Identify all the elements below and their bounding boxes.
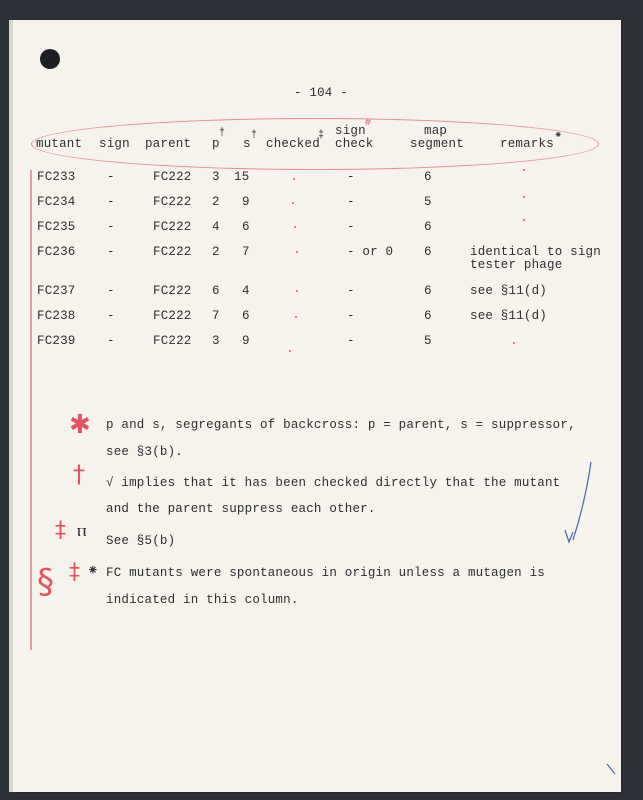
header-remarks: remarks [500, 137, 554, 151]
cell-parent: FC222 [153, 334, 192, 348]
cell-sign-check: - [347, 334, 355, 348]
cell-sign-check: - [347, 170, 355, 184]
cell-remarks: identical to sign [470, 245, 601, 259]
cell-remarks-line2: tester phage [470, 258, 563, 272]
header-sign: sign [99, 137, 130, 151]
cell-s: 9 [242, 334, 250, 348]
footnote-2-line-2: and the parent suppress each other. [106, 502, 376, 516]
header-remarks-asterisk: ⁕ [554, 131, 563, 142]
cell-parent: FC222 [153, 195, 192, 209]
cell-map-segment: 6 [424, 309, 432, 323]
cell-s: 9 [242, 195, 250, 209]
header-p-dagger: † [219, 128, 226, 139]
cell-parent: FC222 [153, 170, 192, 184]
footnote-1-line-2: see §3(b). [106, 445, 184, 459]
cell-map-segment: 5 [424, 195, 432, 209]
cell-mutant: FC238 [37, 309, 76, 323]
red-check-mark [523, 219, 525, 221]
page-number: - 104 - [294, 86, 348, 100]
cell-remarks: see §11(d) [470, 309, 548, 323]
header-sign-check-2: check [335, 137, 374, 151]
red-asterisk-mark: ✱ [69, 410, 91, 440]
cell-sign: - [107, 334, 115, 348]
footnote-1-line-1: p and s, segregants of backcross: p = parent, s = suppressor, [106, 418, 576, 432]
cell-parent: FC222 [153, 284, 192, 298]
cell-mutant: FC237 [37, 284, 76, 298]
cell-sign-check: - [347, 195, 355, 209]
cell-s: 6 [242, 309, 250, 323]
cell-p: 2 [212, 195, 220, 209]
cell-sign: - [107, 170, 115, 184]
punch-hole [40, 49, 60, 69]
cell-sign-check: - [347, 284, 355, 298]
footnote-2-line-1: √ implies that it has been checked directly that the mutant [106, 476, 561, 490]
cell-sign: - [107, 245, 115, 259]
cell-map-segment: 5 [424, 334, 432, 348]
red-check-mark [513, 342, 515, 344]
red-dagger-mark: † [73, 460, 85, 488]
red-double-dagger-mark: ‡ [55, 518, 66, 543]
cell-p: 3 [212, 170, 220, 184]
header-parent: parent [145, 137, 192, 151]
header-s: s [243, 137, 251, 151]
red-check-mark [296, 290, 298, 292]
cell-parent: FC222 [153, 245, 192, 259]
cell-s: 4 [242, 284, 250, 298]
red-check-mark [289, 350, 291, 352]
header-s-dagger: † [251, 130, 258, 141]
header-sign-check-hash: # [365, 118, 372, 129]
header-sign-check-1: sign [335, 124, 366, 138]
header-checked: checked [266, 137, 320, 151]
typed-asterisk-symbol: ⁕ [87, 563, 99, 579]
red-check-mark [293, 178, 295, 180]
cell-sign: - [107, 309, 115, 323]
cell-mutant: FC236 [37, 245, 76, 259]
cell-map-segment: 6 [424, 245, 432, 259]
red-margin-line [30, 170, 32, 650]
cell-sign-check: - [347, 220, 355, 234]
cell-p: 2 [212, 245, 220, 259]
cell-p: 7 [212, 309, 220, 323]
cell-mutant: FC233 [37, 170, 76, 184]
cell-sign: - [107, 284, 115, 298]
red-check-mark [523, 196, 525, 198]
cell-sign: - [107, 195, 115, 209]
cell-remarks: see §11(d) [470, 284, 548, 298]
header-map-1: map [424, 124, 448, 138]
cell-sign-check: - [347, 309, 355, 323]
header-checked-mark: ‡ [318, 130, 325, 141]
blue-pen-stroke [605, 762, 619, 778]
document-page [13, 20, 621, 792]
red-check-mark [295, 316, 297, 318]
cell-parent: FC222 [153, 220, 192, 234]
red-check-mark [292, 202, 294, 204]
header-mutant: mutant [36, 137, 83, 151]
cell-sign: - [107, 220, 115, 234]
footnote-4-line-1: FC mutants were spontaneous in origin unless a mutagen is [106, 566, 545, 580]
cell-parent: FC222 [153, 309, 192, 323]
header-map-2: segment [410, 137, 464, 151]
typed-footnote-symbol: ⲡ [77, 520, 87, 541]
cell-mutant: FC235 [37, 220, 76, 234]
blue-check-mark [561, 460, 601, 560]
cell-s: 15 [234, 170, 250, 184]
red-hash-mark: ‡ [69, 560, 80, 585]
header-p: p [212, 137, 220, 151]
cell-s: 7 [242, 245, 250, 259]
red-check-mark [523, 169, 525, 171]
cell-mutant: FC239 [37, 334, 76, 348]
cell-map-segment: 6 [424, 220, 432, 234]
red-check-mark [294, 226, 296, 228]
cell-s: 6 [242, 220, 250, 234]
cell-map-segment: 6 [424, 284, 432, 298]
cell-map-segment: 6 [424, 170, 432, 184]
red-check-mark [296, 251, 298, 253]
cell-p: 3 [212, 334, 220, 348]
cell-p: 4 [212, 220, 220, 234]
red-section-mark: § [37, 562, 54, 602]
cell-sign-check: - or 0 [347, 245, 394, 259]
cell-p: 6 [212, 284, 220, 298]
footnote-3-line-1: See §5(b) [106, 534, 176, 548]
cell-mutant: FC234 [37, 195, 76, 209]
footnote-4-line-2: indicated in this column. [106, 593, 299, 607]
